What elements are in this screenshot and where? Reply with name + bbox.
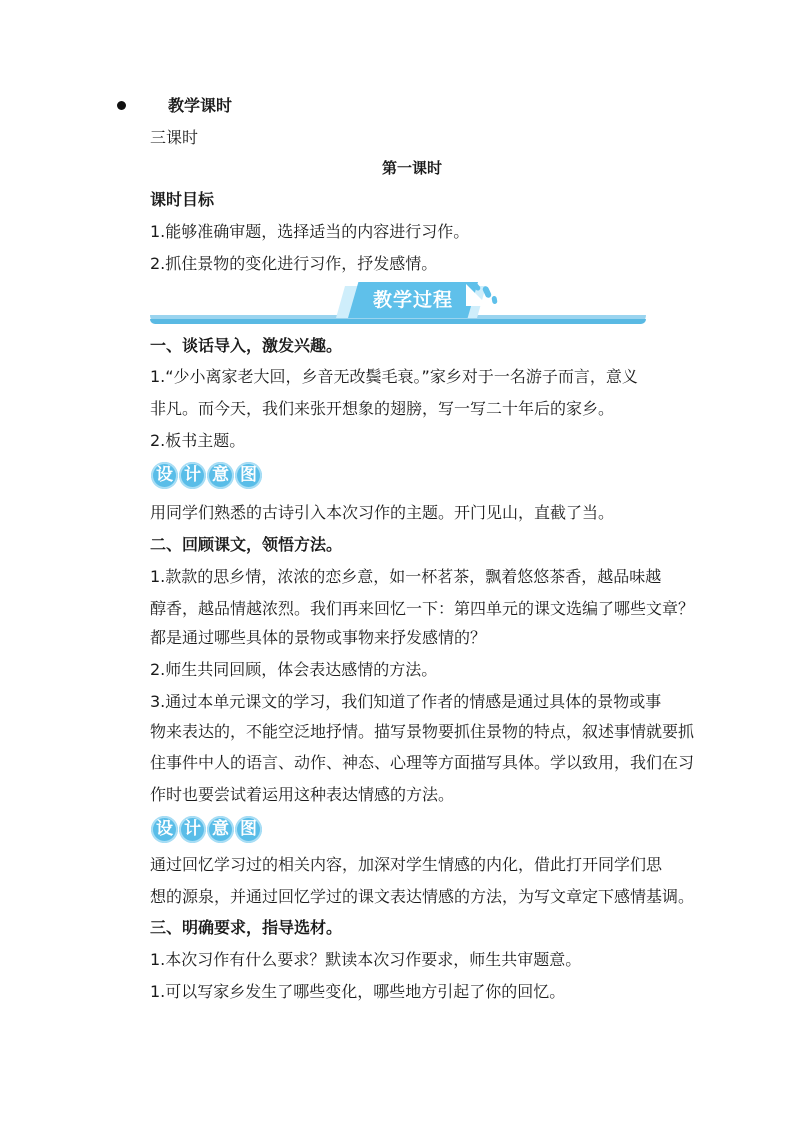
- badge-char: 设: [151, 462, 178, 489]
- badge-char: 计: [179, 462, 206, 489]
- paragraph-line: 3.通过本单元课文的学习，我们知道了作者的情感是通过具体的景物或事: [150, 692, 662, 711]
- paragraph-line: 1.“少小离家老大回，乡音无改鬓毛衰。”家乡对于一名游子而言，意义: [150, 367, 638, 386]
- design-intent-badge: [151, 462, 262, 489]
- teaching-process-banner: [150, 282, 650, 328]
- paragraph-line: 住事件中人的语言、动作、神态、心理等方面描写具体。学以致用，我们在习: [150, 753, 695, 772]
- badge-char: 设: [151, 816, 178, 843]
- badge-char: 意: [207, 462, 234, 489]
- paragraph-line: 2.板书主题。: [150, 431, 246, 450]
- paragraph-line: 2.师生共同回顾，体会表达感情的方法。: [150, 660, 438, 679]
- paragraph-line: 物来表达的，不能空泛地抒情。描写景物要抓住景物的特点，叙述事情就要抓: [150, 722, 695, 741]
- bullet-icon: [117, 101, 126, 110]
- banner-underline-shade: [150, 319, 646, 324]
- banner-splash-icon: [482, 285, 493, 298]
- design-intent-text: 想的源泉，并通过回忆学过的课文表达情感的方法，为写文章定下感情基调。: [150, 887, 695, 906]
- paragraph-line: 1.本次习作有什么要求？默读本次习作要求，师生共审题意。: [150, 950, 582, 969]
- paragraph-line: 1.可以写家乡发生了哪些变化，哪些地方引起了你的回忆。: [150, 982, 566, 1001]
- badge-char: 图: [235, 462, 262, 489]
- objectives-heading: 课时目标: [150, 190, 215, 209]
- objective-item: 2.抓住景物的变化进行习作，抒发感情。: [150, 254, 438, 273]
- paragraph-line: 都是通过哪些具体的景物或事物来抒发感情的？: [150, 628, 487, 647]
- design-intent-badge: [151, 816, 262, 843]
- paragraph-line: 1.款款的思乡情，浓浓的恋乡意，如一杯茗茶，飘着悠悠茶香，越品味越: [150, 567, 662, 586]
- part2-heading: 二、回顾课文，领悟方法。: [150, 535, 343, 554]
- lesson-title: 第一课时: [382, 159, 443, 177]
- part1-heading: 一、谈话导入，激发兴趣。: [150, 336, 343, 355]
- badge-char: 图: [235, 816, 262, 843]
- badge-char: 意: [207, 816, 234, 843]
- objective-item: 1.能够准确审题，选择适当的内容进行习作。: [150, 222, 470, 241]
- design-intent-text: 用同学们熟悉的古诗引入本次习作的主题。开门见山，直截了当。: [150, 503, 615, 522]
- badge-char: 计: [179, 816, 206, 843]
- paragraph-line: 非凡。而今天，我们来张开想象的翅膀，写一写二十年后的家乡。: [150, 399, 615, 418]
- banner-splash-icon: [491, 296, 497, 305]
- section-heading: 教学课时: [168, 96, 233, 115]
- paragraph-line: 作时也要尝试着运用这种表达情感的方法。: [150, 785, 455, 804]
- part3-heading: 三、明确要求，指导选材。: [150, 918, 343, 937]
- paragraph-line: 醇香，越品情越浓烈。我们再来回忆一下：第四单元的课文选编了哪些文章？: [150, 599, 695, 618]
- lesson-count: 三课时: [150, 128, 199, 147]
- banner-label: 教学过程: [372, 289, 453, 311]
- design-intent-text: 通过回忆学习过的相关内容，加深对学生情感的内化，借此打开同学们思: [150, 855, 663, 874]
